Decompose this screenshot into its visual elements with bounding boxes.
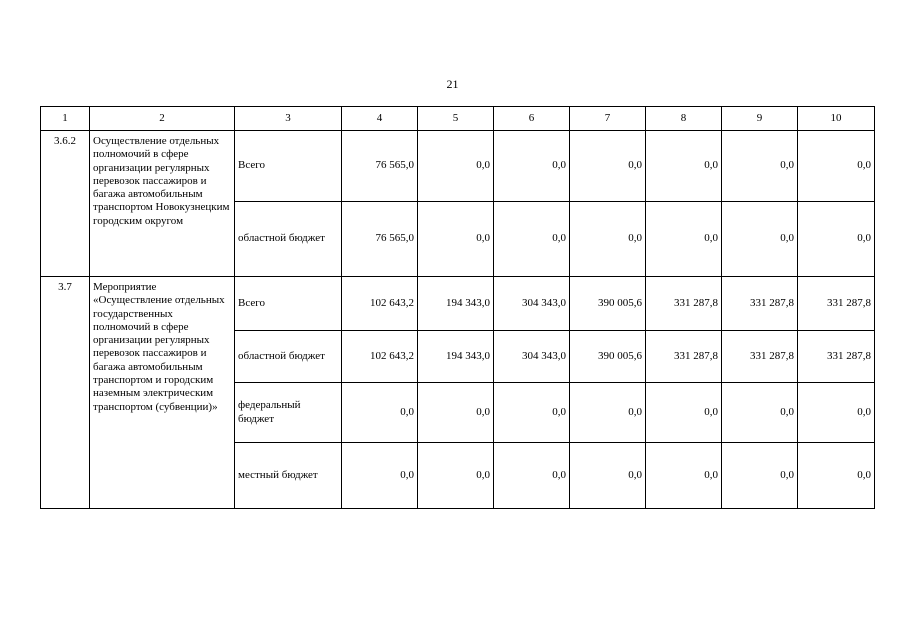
table-cell: 0,0 [798,383,875,443]
column-header: 5 [418,107,494,131]
activity-name: Мероприятие «Осуществление отдельных государственных полномочий в сфере организации регулярных перевозок пассажиров и багажа автомобильным транспортом и городским наземным электрическим транспортом (субвенции)» [90,277,235,509]
table-cell: 0,0 [342,383,418,443]
table-row [41,131,875,202]
column-header: 3 [235,107,342,131]
column-header: 9 [722,107,798,131]
table-cell: 194 343,0 [418,331,494,383]
funding-source: Всего [235,277,342,331]
table-cell: 0,0 [722,443,798,509]
table-cell: 0,0 [570,383,646,443]
table-cell: 331 287,8 [646,277,722,331]
table-cell: 331 287,8 [798,331,875,383]
table-cell: 0,0 [646,383,722,443]
table-cell: 304 343,0 [494,331,570,383]
table-cell: 0,0 [418,383,494,443]
table-cell: 0,0 [494,383,570,443]
table-cell: 0,0 [494,131,570,202]
table-cell: 0,0 [798,131,875,202]
table-cell: 331 287,8 [722,331,798,383]
funding-source: областной бюджет [235,331,342,383]
table-cell: 0,0 [418,443,494,509]
table-cell: 331 287,8 [798,277,875,331]
table-cell: 0,0 [722,202,798,277]
table-cell: 0,0 [798,202,875,277]
table-cell: 0,0 [722,131,798,202]
funding-source: областной бюджет [235,202,342,277]
budget-table [40,106,875,509]
column-header: 2 [90,107,235,131]
page-number: 21 [446,77,459,91]
table-cell: 102 643,2 [342,277,418,331]
table-cell: 76 565,0 [342,202,418,277]
table-cell: 0,0 [494,443,570,509]
column-header: 8 [646,107,722,131]
table-cell: 76 565,0 [342,131,418,202]
table-cell: 0,0 [342,443,418,509]
table-cell: 0,0 [570,443,646,509]
row-number: 3.6.2 [41,131,90,277]
table-cell: 0,0 [570,202,646,277]
column-header: 1 [41,107,90,131]
table-cell: 0,0 [570,131,646,202]
table-cell: 102 643,2 [342,331,418,383]
table-cell: 0,0 [646,202,722,277]
funding-source: Всего [235,131,342,202]
column-header: 7 [570,107,646,131]
table-cell: 0,0 [798,443,875,509]
table-cell: 390 005,6 [570,331,646,383]
column-header: 4 [342,107,418,131]
funding-source: федеральный бюджет [235,383,342,443]
activity-name: Осуществление отдельных полномочий в сфере организации регулярных перевозок пассажиров и багажа автомобильным транспортом Новокузнецким городским округом [90,131,235,277]
table-cell: 0,0 [418,202,494,277]
funding-source: местный бюджет [235,443,342,509]
table-cell: 331 287,8 [646,331,722,383]
table-cell: 331 287,8 [722,277,798,331]
column-header: 10 [798,107,875,131]
table-cell: 194 343,0 [418,277,494,331]
table-cell: 0,0 [722,383,798,443]
table-cell: 0,0 [646,131,722,202]
column-header: 6 [494,107,570,131]
table-cell: 0,0 [646,443,722,509]
row-number: 3.7 [41,277,90,509]
table-cell: 0,0 [418,131,494,202]
table-header-row [41,107,875,131]
table-cell: 0,0 [494,202,570,277]
table-row [41,277,875,331]
table-cell: 390 005,6 [570,277,646,331]
table-cell: 304 343,0 [494,277,570,331]
